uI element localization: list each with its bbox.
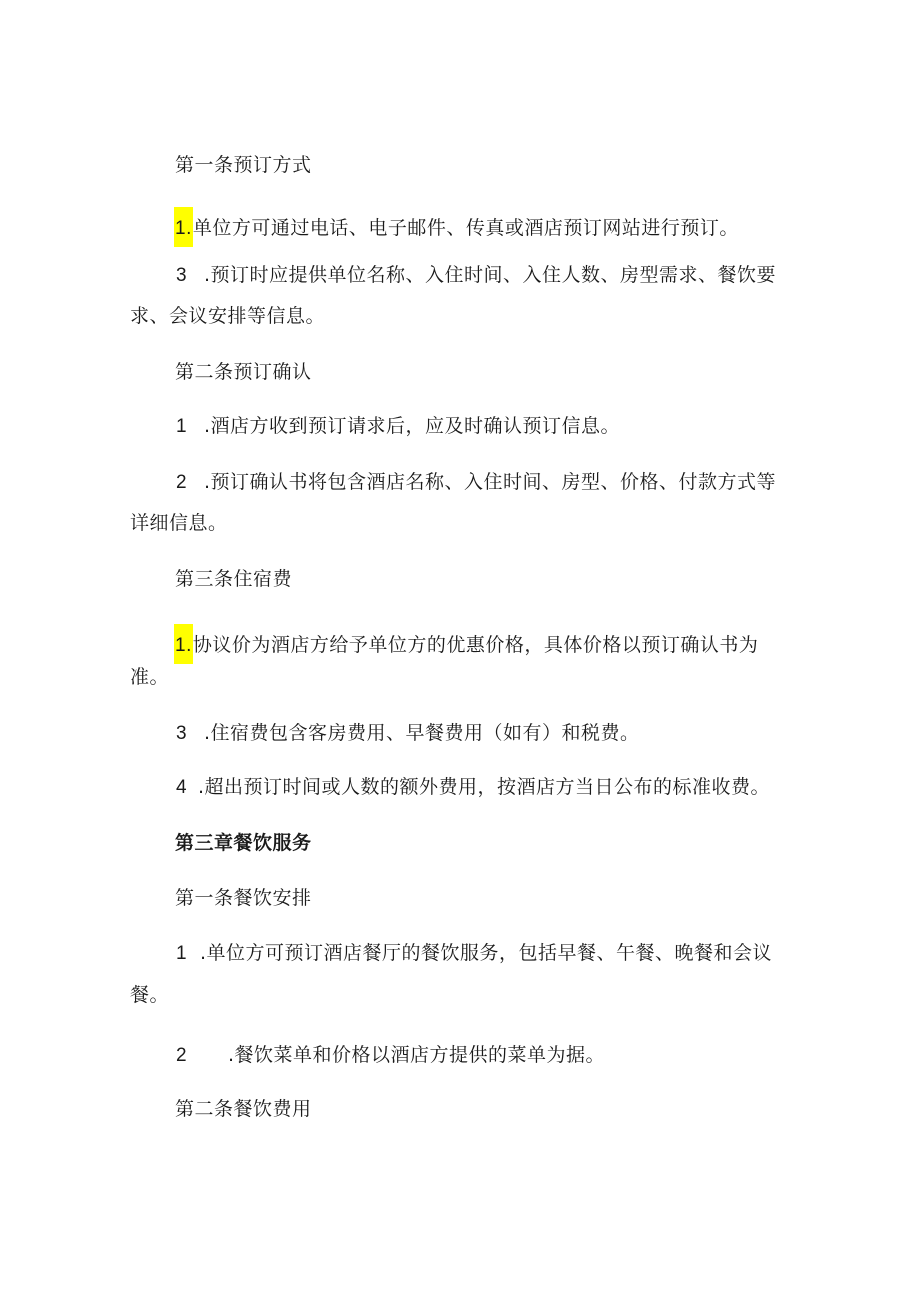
item-text: 单位方可通过电话、电子邮件、传真或酒店预订网站进行预订。 (192, 217, 739, 239)
section-title: 第一条餐饮安排 (175, 887, 312, 909)
item-number: 3 (176, 723, 188, 744)
chapter-heading: 第三章餐饮服务 (175, 832, 312, 854)
item-text: .住宿费包含客房费用、早餐费用（如有）和税费。 (204, 722, 640, 744)
item-number: 1 (176, 416, 188, 437)
list-item (174, 207, 739, 247)
section-title: 第一条预订方式 (175, 154, 312, 176)
item-number: 2 (176, 1045, 188, 1066)
section-title: 第二条餐饮费用 (175, 1098, 312, 1120)
item-text: .单位方可预订酒店餐厅的餐饮服务，包括早餐、午餐、晚餐和会议 (200, 942, 773, 964)
item-text: .酒店方收到预订请求后，应及时确认预订信息。 (204, 415, 621, 437)
item-text: .预订确认书将包含酒店名称、入住时间、房型、价格、付款方式等 (204, 471, 777, 493)
list-item (176, 1043, 605, 1068)
item-number: 3 (176, 265, 188, 286)
section-title: 第三条住宿费 (175, 568, 293, 590)
list-item (176, 721, 640, 746)
item-number: 2 (176, 472, 188, 493)
list-item (176, 941, 772, 966)
item-text: .餐饮菜单和价格以酒店方提供的菜单为据。 (228, 1044, 606, 1066)
item-continuation: 求、会议安排等信息。 (130, 305, 326, 327)
item-text: .超出预订时间或人数的额外费用，按酒店方当日公布的标准收费。 (198, 776, 771, 798)
list-item (176, 775, 770, 800)
highlighted-item-number: 1. (174, 207, 193, 247)
item-continuation: 详细信息。 (130, 512, 228, 534)
section-title: 第二条预订确认 (175, 361, 312, 383)
item-number: 4 (176, 777, 188, 798)
item-number: 1 (176, 943, 188, 964)
item-text: 协议价为酒店方给予单位方的优惠价格，具体价格以预订确认书为 (192, 634, 759, 656)
list-item (176, 414, 620, 439)
list-item (176, 263, 776, 288)
list-item (174, 624, 758, 664)
item-continuation: 餐。 (130, 984, 170, 1006)
highlighted-item-number: 1. (174, 624, 193, 664)
item-continuation: 准。 (130, 666, 170, 688)
list-item (176, 470, 776, 495)
item-text: .预订时应提供单位名称、入住时间、入住人数、房型需求、餐饮要 (204, 264, 777, 286)
